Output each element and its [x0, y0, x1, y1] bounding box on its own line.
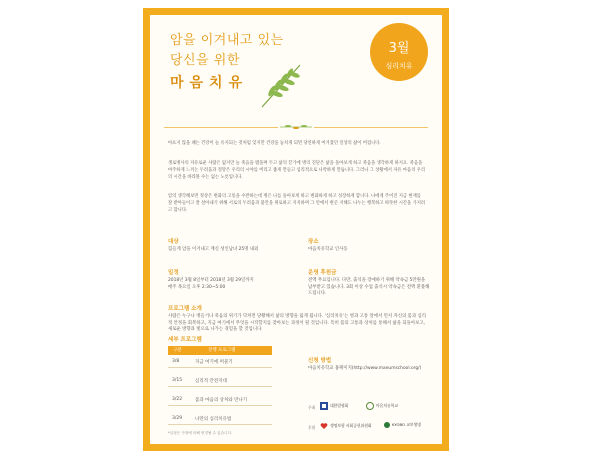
- host-logo-1: [320, 402, 348, 410]
- intro-paragraph-2: 생로병사의 자유로운 사람은 없지만 늘 죽음을 맴돌며 두고 삶의 끝가에 병의 진단은 삶을 돌아보게 하고 죽음을 생각하게 하지요. 죽음을 마주하게 느끼는 두려움과 절망은 우리의 시야를 버리고 좁게 만들고 심리적으로 나약하게 만듭니다. 그러나 그 상황에서 자유 마음의 우리의 시간을 바라볼 수는 없는 노릇입니다.: [168, 161, 426, 180]
- wheat-leaf-icon: [258, 61, 304, 109]
- row-topic: 몸과 마음의 상처와 만나기: [195, 398, 248, 403]
- fee-value: 전액 무료입니다. 다만, 출석을 장애하기 위해 약속금 5만원을 납부받고 있습니다. 3회 이상 수업 출석시 약속금은 전액 환불해드립니다.: [308, 278, 430, 296]
- title-line-1: 암을 이겨내고 있는: [170, 33, 284, 48]
- maeum-school-logo-icon: [366, 402, 374, 410]
- col-date-header: 구분: [173, 348, 182, 353]
- place-value: 마음치유학교 인사동: [308, 247, 348, 252]
- badge-month: 3월: [388, 41, 410, 56]
- month-badge: [370, 23, 428, 81]
- program-heading: 프로그램 소개: [168, 306, 202, 312]
- poster-content: [150, 15, 442, 444]
- place-heading: 장소: [308, 239, 319, 245]
- col-topic-header: 진행 프로그램: [208, 348, 236, 353]
- fee-heading: 운영 후원금: [308, 270, 337, 276]
- support-logo-2: [384, 422, 421, 428]
- leaf-divider-icon: [278, 123, 314, 131]
- title-line-2: 당신을 위한: [170, 53, 240, 68]
- apply-value: 마음치유학교 홈페이지(http://www.maeumschool.org/): [308, 366, 422, 371]
- program-value: 사람은 누구나 병들거나 죽음의 위기가 닥쳐면 당황해서 삶의 방향을 잃게 됩니다. '심리치유'는 병과 고통 앞에서 먼저 자신의 몸과 심리적 안정을 회복하고, 지금 여기에서 무엇을 시작할지를 찾아보는 과정이 될 것입니다. 특히 몸의 고통과 상처를 통해서 삶을 되돌아보고, 새로운 방향과 빛으로 나가는 경험을 할 것입니다.: [168, 314, 426, 332]
- row-date: 3/8: [172, 359, 180, 364]
- schedule-table-header: [168, 346, 272, 355]
- apply-heading: 신청 방법: [308, 358, 332, 364]
- badge-label: 심리치유: [385, 62, 413, 70]
- support-logo-1: [320, 422, 372, 430]
- period-value-2: 매주 목요일 오후 2:30~5:00: [168, 285, 226, 290]
- host-2-name: 마음치유학교: [376, 403, 399, 408]
- row-date: 3/29: [172, 416, 183, 421]
- kyobo-logo-icon: [384, 422, 390, 428]
- target-heading: 대상: [168, 239, 179, 245]
- table-row: [168, 376, 272, 387]
- detail-heading: 세부 프로그램: [168, 337, 202, 343]
- table-row: [168, 395, 272, 406]
- table-row: [168, 357, 272, 368]
- schedule-note: *일정은 사정에 의해 변경될 수 있습니다.: [168, 431, 233, 435]
- support-label: 후원: [308, 425, 316, 430]
- row-date: 3/15: [172, 378, 183, 383]
- cancer-society-logo-icon: [320, 402, 328, 410]
- row-topic: 나만의 심리치유법: [195, 417, 232, 422]
- support-1-name: 생명보험 사회공헌위원회: [330, 423, 372, 428]
- intro-paragraph-3: 암의 생각해보면 정상은 변화의 고통을 수반하는데 병은 나를 돌아보게 하고 변화하게 하고 성장하게 합니다. 나에게 주어진 지금 현재를 잘 받아들이고 잘 살아내기 위해 서로의 두려움과 불안을 위로하고 지지하며 그 안에서 변곤 지혜도 나누는 행복하고 따뜻한 시간을 가지려고 합니다.: [168, 194, 426, 213]
- period-value-1: 2018년 3월 8일부터 2018년 3월 29일까지: [168, 278, 254, 283]
- period-heading: 일정: [168, 270, 179, 276]
- support-2-name: KYOBO 교보생명: [392, 422, 421, 427]
- target-value: 힘들게 암을 이겨내고 계신 성인남녀 25명 내외: [168, 247, 259, 252]
- row-topic: 심리적 안전지대: [195, 379, 227, 384]
- host-label: 주최: [308, 405, 316, 410]
- host-logo-2: [366, 402, 398, 410]
- poster: [143, 8, 449, 451]
- row-topic: 지금 여기에 머물기: [195, 360, 233, 365]
- title-line-3: 마음치유: [170, 75, 249, 91]
- row-date: 3/22: [172, 397, 183, 402]
- table-row: [168, 414, 272, 425]
- intro-paragraph-1: 아프지 않을 때는 건강이 늘 유지되는 것처럼 잊지만 건강을 놓치게 되면 당연하게 여겨졌던 일상의 삶이 버겁니다.: [168, 141, 381, 146]
- heart-logo-icon: [320, 422, 328, 430]
- host-1-name: 대한암협회: [330, 403, 349, 408]
